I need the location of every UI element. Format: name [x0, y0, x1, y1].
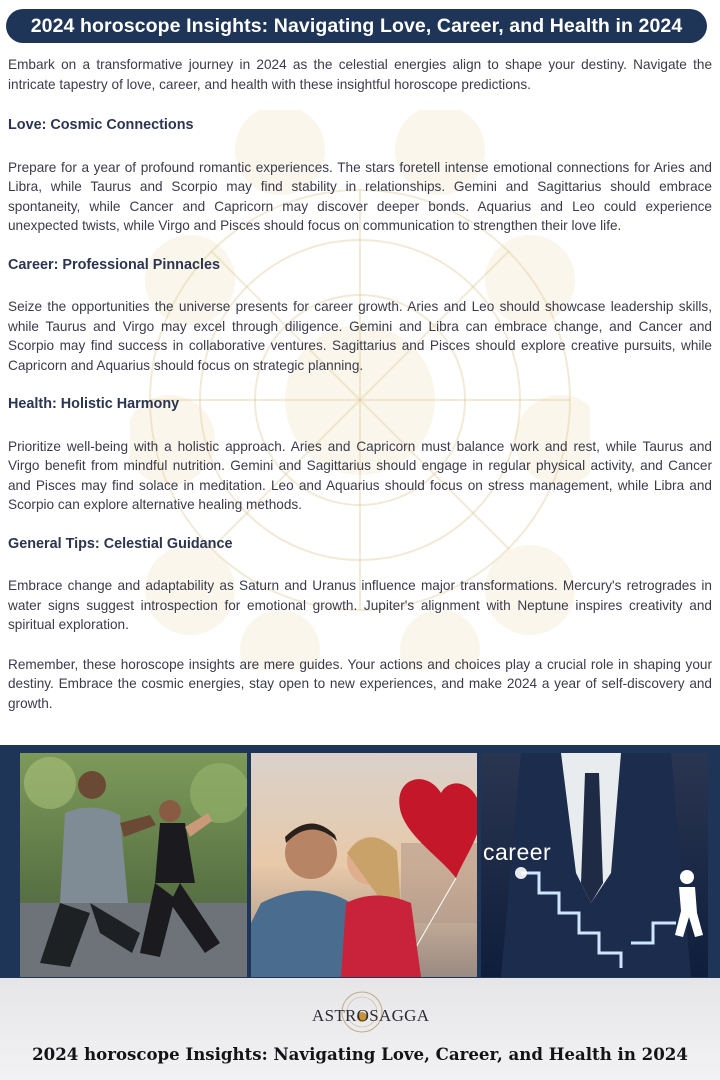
career-word: career [483, 839, 552, 865]
title-banner [6, 9, 707, 43]
love-heading: Love: Cosmic Connections [8, 117, 194, 133]
general-tips-paragraph: Embrace change and adaptability as Saturn and Uranus influence major transformations. Mercury's retrogrades in water signs suggest introspection for emotional growth. Jupiter's alignment with Neptune inspires creativity and spiritual exploration. [8, 578, 712, 632]
closing-paragraph: Remember, these horoscope insights are mere guides. Your actions and choices play a crucial role in shaping your destiny. Embrace the cosmic energies, stay open to new experiences, and make 2024 a year of self-discovery and growth. [8, 656, 712, 711]
logo-text: ASTROSAGGA [312, 1006, 430, 1025]
intro-paragraph: Embark on a transformative journey in 2024 as the celestial energies align to shape your destiny. Navigate the intricate tapestry of love, career, and health with these insightful horoscope predictions. [8, 57, 712, 92]
page-title: 2024 horoscope Insights: Navigating Love, Career, and Health in 2024 [30, 14, 683, 37]
love-paragraph: Prepare for a year of profound romantic experiences. The stars foretell intense emotional connections for Aries and Libra, while Taurus and Scorpio may find stability in relationships. Gemini and Sagittarius should embrace spontaneity, while Cancer and Capricorn may discover deeper bonds. Aquarius and Leo could experience unexpected twists, while Virgo and Pisces should focus on communication to strengthen their love life. [8, 159, 712, 233]
health-paragraph: Prioritize well-being with a holistic approach. Aries and Capricorn must balance work and rest, while Taurus and Virgo benefit from mindful nutrition. Gemini and Sagittarius should engage in regular physical activity, and Cancer and Pisces may find solace in meditation. Leo and Aquarius should focus on stress management, while Libra and Scorpio can explore alternative healing methods. [8, 438, 712, 512]
footer [0, 978, 720, 1080]
footer-title: 2024 horoscope Insights: Navigating Love, Career, and Health in 2024 [32, 1044, 688, 1064]
article-body [8, 55, 712, 713]
astrosagga-logo [312, 986, 430, 1036]
health-heading: Health: Holistic Harmony [8, 396, 180, 412]
fitness-photo [20, 753, 247, 977]
couple-balloon-photo [251, 753, 477, 977]
career-heading: Career: Professional Pinnacles [8, 256, 220, 273]
career-stairs-photo [481, 753, 708, 977]
general-tips-heading: General Tips: Celestial Guidance [8, 535, 233, 552]
career-paragraph: Seize the opportunities the universe presents for career growth. Aries and Leo should showcase leadership skills, while Taurus and Virgo may excel through diligence. Gemini and Libra can embrace change, and Cancer and Scorpio may find success in collaborative ventures. Sagittarius and Pisces should explore creative pursuits, while Capricorn and Aquarius should focus on strategic planning. [8, 299, 712, 373]
